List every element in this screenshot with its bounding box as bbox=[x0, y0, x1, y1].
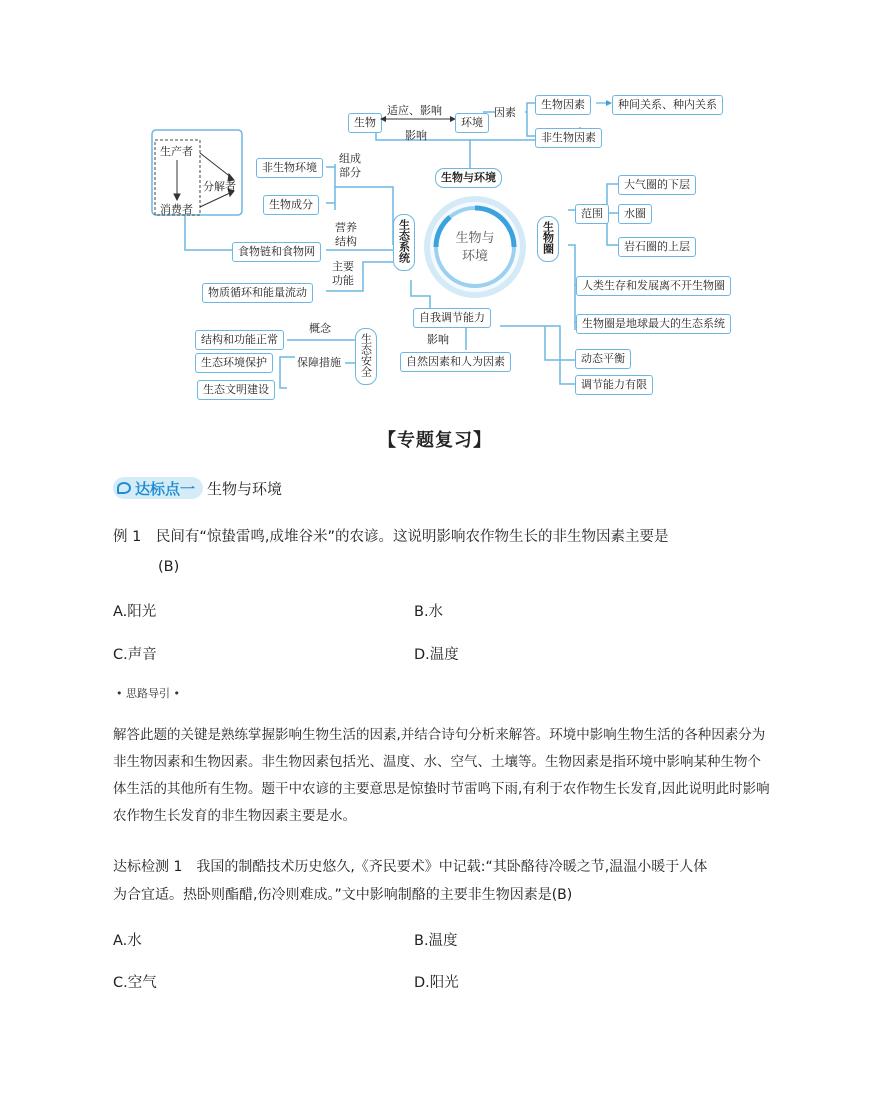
check1-line: 达标检测 1 我国的制酷技术历史悠久,《齐民要术》中记载:“其卧酪待冷暖之节,温温小暖于人体 bbox=[113, 859, 708, 875]
largest-box: 生物圈是地球最大的生态系统 bbox=[576, 314, 731, 334]
food-chain-box: 食物链和食物网 bbox=[232, 242, 321, 262]
cycle-box: 物质循环和能量流动 bbox=[202, 283, 313, 303]
check1-option-c: C.空气 bbox=[113, 975, 157, 991]
decomposer-label: 分解者 bbox=[203, 180, 236, 193]
factors-label: 因素 bbox=[494, 106, 516, 119]
bubble-icon bbox=[117, 482, 131, 494]
example1-option-d: D.温度 bbox=[414, 647, 459, 663]
section-badge-label: 达标点一 bbox=[135, 479, 196, 498]
arrow-right-icon bbox=[596, 99, 612, 107]
example1-option-b: B.水 bbox=[414, 604, 444, 620]
consumer-label: 消费者 bbox=[160, 203, 193, 216]
influence2-label: 影响 bbox=[427, 333, 449, 346]
topic-box: 生物与环境 bbox=[435, 168, 502, 188]
influence-label: 影响 bbox=[405, 129, 427, 142]
function-label-2: 功能 bbox=[332, 274, 354, 287]
civilization-box: 生态文明建设 bbox=[197, 380, 275, 400]
producer-label: 生产者 bbox=[160, 145, 193, 158]
section-badge bbox=[113, 477, 203, 499]
composition-label-2: 部分 bbox=[339, 166, 361, 179]
center-line-2: 环境 bbox=[461, 249, 489, 264]
hint-line: 体生活的其他所有生物。题干中农谚的主要意思是惊蛰时节雷鸣下雨,有利于农作物生长发育,因此说明此时影响 bbox=[113, 781, 770, 797]
section-title: 生物与环境 bbox=[207, 479, 283, 498]
eco-safety-label: 生态安全 bbox=[359, 333, 373, 377]
relations-box: 种间关系、种内关系 bbox=[612, 95, 723, 115]
check1-question bbox=[113, 853, 707, 909]
hint-line: 非生物因素和生物因素。非生物因素包括光、温度、水、空气、土壤等。生物因素是指环境中影响某种生物个 bbox=[113, 754, 761, 770]
example1-answer: (B) bbox=[158, 559, 180, 575]
ecosystem-box bbox=[393, 214, 415, 271]
section-header bbox=[113, 477, 282, 499]
center-line-1: 生物与 bbox=[455, 231, 495, 246]
concept-label: 概念 bbox=[309, 322, 331, 335]
check1-option-a: A.水 bbox=[113, 933, 142, 949]
check1-option-d: D.阳光 bbox=[414, 975, 459, 991]
abiotic-factor-box: 非生物因素 bbox=[535, 128, 602, 148]
self-regulation-box: 自我调节能力 bbox=[413, 308, 491, 328]
biotic-factor-box: 生物因素 bbox=[535, 95, 591, 115]
concept-map-labels bbox=[0, 0, 870, 410]
atmosphere-box: 大气圈的下层 bbox=[618, 175, 696, 195]
lithosphere-box: 岩石圈的上层 bbox=[618, 237, 696, 257]
env-protection-box: 生态环境保护 bbox=[195, 353, 273, 373]
survival-box: 人类生存和发展离不开生物圈 bbox=[576, 276, 731, 296]
environment-box: 环境 bbox=[455, 113, 489, 133]
adapt-label: 适应、影响 bbox=[387, 104, 442, 117]
hint-line: 解答此题的关键是熟练掌握影响生物生活的因素,并结合诗句分析来解答。环境中影响生物生活的各种因素分为 bbox=[113, 727, 766, 743]
nutrition-label-2: 结构 bbox=[335, 235, 357, 248]
example1-option-c: C.声音 bbox=[113, 647, 157, 663]
abiotic-env-box: 非生物环境 bbox=[256, 158, 323, 178]
function-label-1: 主要 bbox=[332, 260, 354, 273]
ecosystem-label: 生态系统 bbox=[397, 219, 411, 263]
biosphere-box bbox=[537, 216, 559, 262]
hint-line: 农作物生长发育的非生物因素主要是水。 bbox=[113, 808, 356, 824]
limited-box: 调节能力有限 bbox=[575, 375, 653, 395]
range-box: 范围 bbox=[575, 204, 609, 224]
protection-label: 保障措施 bbox=[297, 356, 341, 369]
composition-label-1: 组成 bbox=[339, 152, 361, 165]
check1-line: 为合宜适。热卧则酯醋,伤冷则难成。”文中影响制酪的主要非生物因素是(B) bbox=[113, 887, 573, 903]
bio-component-box: 生物成分 bbox=[263, 195, 319, 215]
hint-text bbox=[113, 722, 770, 830]
hint-label: • 思路导引 • bbox=[116, 687, 180, 700]
example1-question: 例 1 民间有“惊蛰雷鸣,成堆谷米”的农谚。这说明影响农作物生长的非生物因素主要是 bbox=[113, 529, 669, 545]
biosphere-label: 生物圈 bbox=[541, 221, 555, 254]
check1-option-b: B.温度 bbox=[414, 933, 458, 949]
nutrition-label-1: 营养 bbox=[335, 221, 357, 234]
organism-box: 生物 bbox=[348, 113, 382, 133]
structure-function-box: 结构和功能正常 bbox=[195, 330, 284, 350]
eco-safety-box bbox=[355, 328, 377, 385]
natural-human-box: 自然因素和人为因素 bbox=[400, 352, 511, 372]
page-heading: 【专题复习】 bbox=[378, 430, 492, 451]
example1-option-a: A.阳光 bbox=[113, 604, 157, 620]
hydrosphere-box: 水圈 bbox=[618, 204, 652, 224]
two-way-arrow-icon bbox=[380, 114, 456, 126]
dynamic-balance-box: 动态平衡 bbox=[575, 349, 631, 369]
